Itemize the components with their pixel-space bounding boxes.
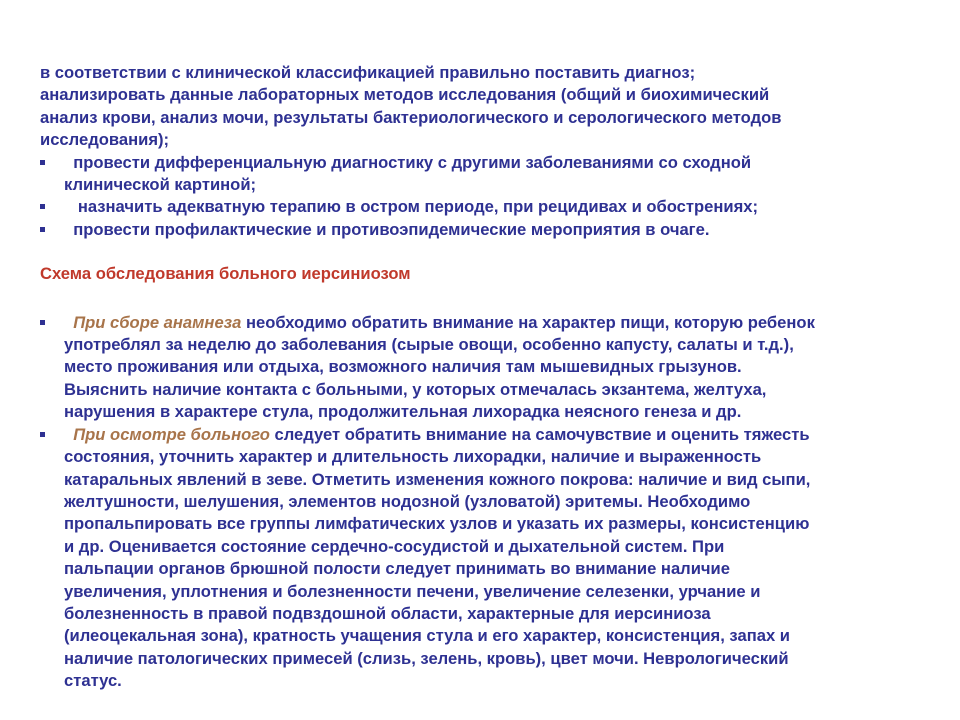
- text-line: нарушения в характере стула, продолжительная лихорадка неясного генеза и др.: [64, 402, 742, 422]
- text-line: увеличения, уплотнения и болезненности печени, увеличение селезенки, урчание и: [64, 581, 761, 601]
- square-bullet-icon: [40, 320, 45, 325]
- text-line: пропальпировать все группы лимфатических узлов и указать их размеры, консистенцию: [64, 514, 810, 534]
- square-bullet-icon: [40, 432, 45, 437]
- intro-paragraph: [40, 62, 920, 152]
- bullet-item: [40, 219, 920, 241]
- text-line: место проживания или отдыха, возможного наличия там мышевидных грызунов.: [64, 357, 742, 377]
- text-line: анализ крови, анализ мочи, результаты бактериологического и серологического методов: [40, 107, 782, 127]
- text-line: провести профилактические и противоэпидемические мероприятия в очаге.: [64, 219, 710, 239]
- section-heading: Схема обследования больного иерсиниозом: [40, 264, 411, 284]
- text-line: употреблял за неделю до заболевания (сырые овощи, особенно капусту, салаты и т.д.),: [64, 335, 794, 355]
- bullet-item: [40, 152, 920, 197]
- text-line: желтушности, шелушения, элементов нодозной (узловатой) эритемы. Необходимо: [64, 491, 751, 511]
- text-line: в соответствии с клинической классификацией правильно поставить диагноз;: [40, 63, 696, 82]
- text-line: наличие патологических примесей (слизь, зелень, кровь), цвет мочи. Неврологический: [64, 648, 789, 668]
- text-line: [40, 424, 920, 446]
- square-bullet-icon: [40, 227, 45, 232]
- text-line: состояния, уточнить характер и длительность лихорадки, наличие и выраженность: [64, 447, 762, 467]
- text-line: болезненность в правой подвздошной области, характерные для иерсиниоза: [64, 603, 711, 623]
- square-bullet-icon: [40, 160, 45, 165]
- text-line: статус.: [64, 671, 122, 691]
- text-line: исследования);: [40, 130, 170, 150]
- text-line: пальпации органов брюшной полости следует принимать во внимание наличие: [64, 559, 730, 579]
- text-line: [40, 312, 920, 334]
- exam-first-line: следует обратить внимание на самочувствие и оценить тяжесть: [269, 424, 810, 444]
- text-line: клинической картиной;: [64, 175, 257, 195]
- bullet-item-exam: [40, 424, 920, 693]
- text-line: и др. Оценивается состояние сердечно-сосудистой и дыхательной систем. При: [64, 536, 725, 556]
- text-line: провести дифференциальную диагностику с другими заболеваниями со сходной: [64, 152, 752, 172]
- text-line: (илеоцекальная зона), кратность учащения стула и его характер, консистенция, запах и: [64, 626, 790, 646]
- slide-content: [40, 62, 920, 693]
- text-line: анализировать данные лабораторных методов исследования (общий и биохимический: [40, 85, 770, 105]
- text-line: назначить адекватную терапию в остром периоде, при рецидивах и обострениях;: [64, 197, 759, 217]
- exam-label: При осмотре больного: [73, 424, 270, 444]
- text-line: Выяснить наличие контакта с больными, у которых отмечалась экзантема, желтуха,: [64, 379, 767, 399]
- anamnesis-label: При сборе анамнеза: [73, 312, 242, 332]
- square-bullet-icon: [40, 204, 45, 209]
- bullet-item: [40, 196, 920, 218]
- text-line: катаральных явлений в зеве. Отметить изменения кожного покрова: наличие и вид сыпи,: [64, 469, 811, 489]
- anamnesis-first-line: необходимо обратить внимание на характер пищи, которую ребенок: [241, 312, 815, 332]
- bullet-item-anamnesis: [40, 312, 920, 424]
